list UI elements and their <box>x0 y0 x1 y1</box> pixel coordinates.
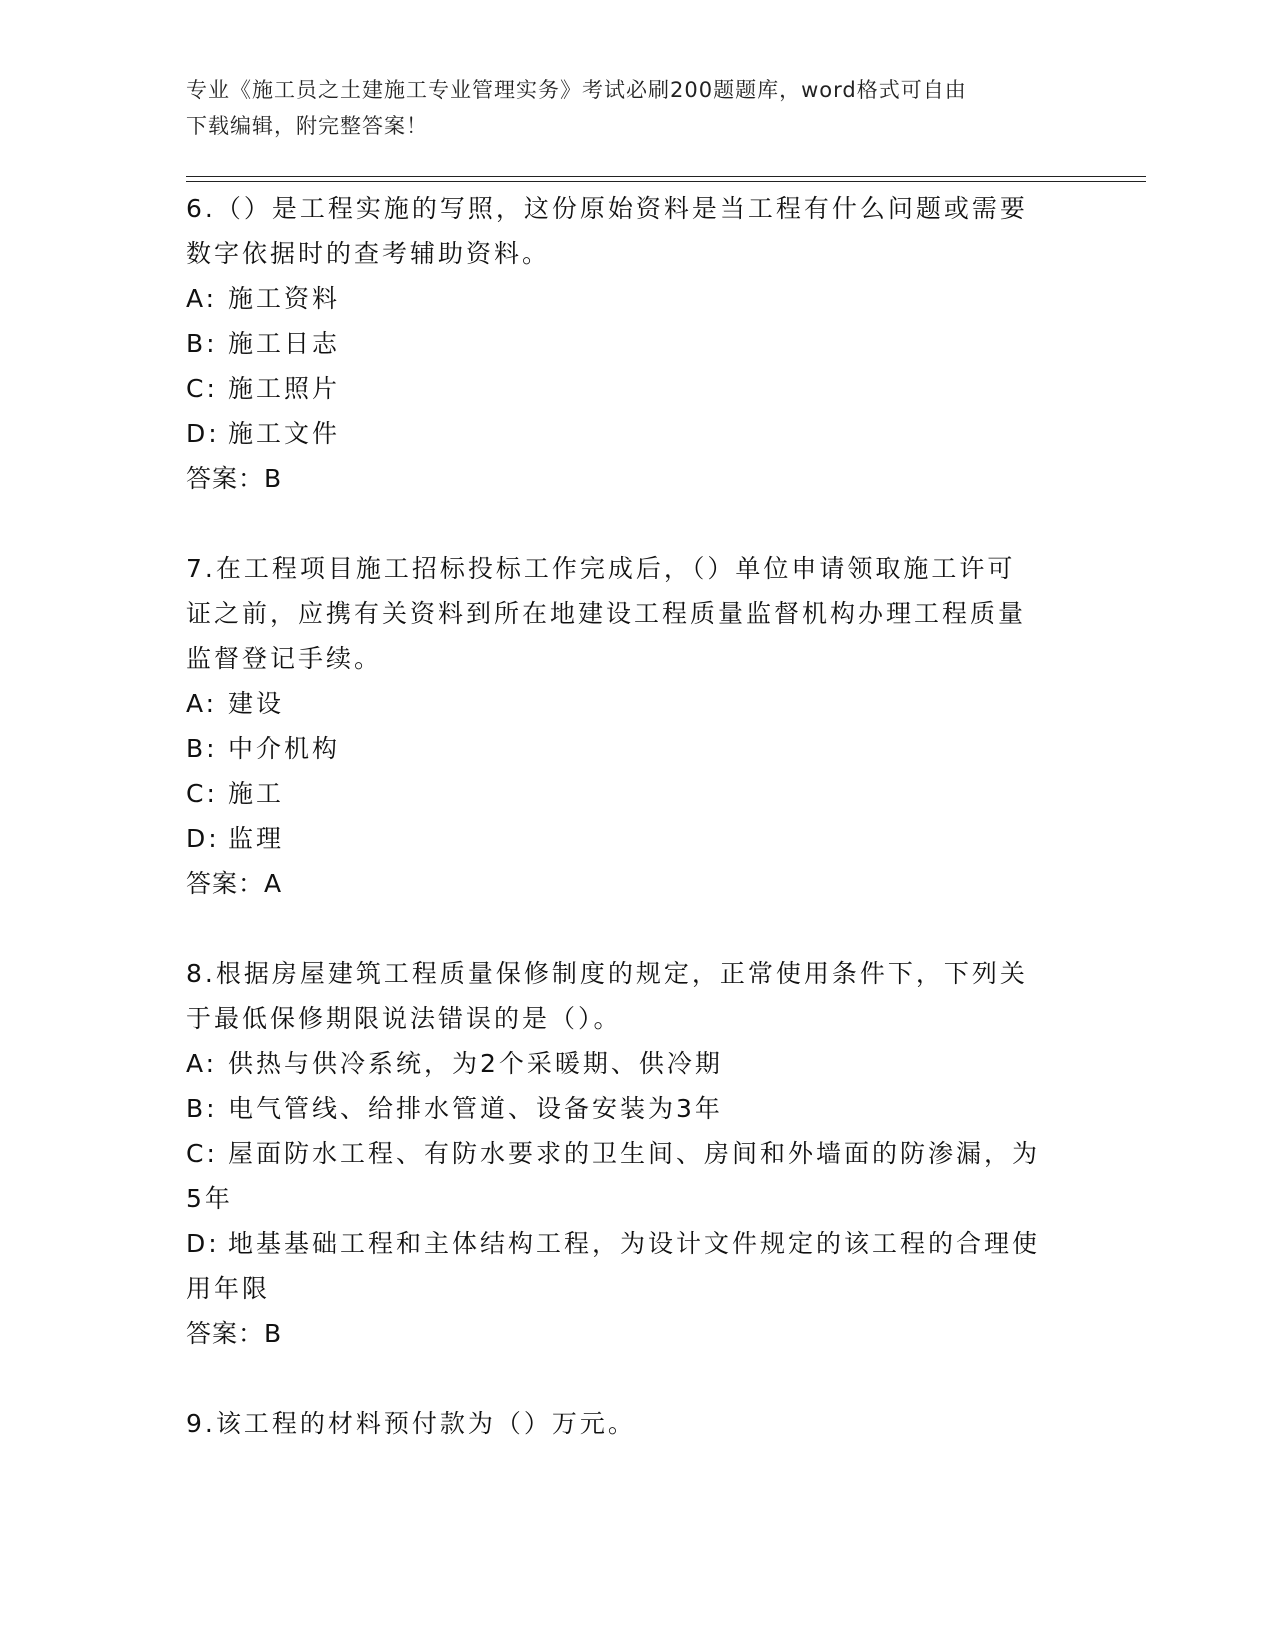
option-b <box>186 321 1066 366</box>
option-c-continuation: 5年 <box>186 1184 233 1213</box>
question-gap <box>186 501 1066 546</box>
option-letter: C: <box>186 1139 218 1168</box>
header-rule-bottom <box>186 181 1146 182</box>
question-text-line: 7.在工程项目施工招标投标工作完成后，（）单位申请领取施工许可 <box>186 554 1016 583</box>
option-d <box>186 816 1066 861</box>
option-text: 电气管线、给排水管道、设备安装为3年 <box>228 1094 723 1123</box>
option-text: 施工文件 <box>228 419 341 448</box>
question-6 <box>186 186 1066 501</box>
answer-line: 答案：A <box>186 869 283 898</box>
option-text: 施工照片 <box>228 374 341 403</box>
header-line-1: 专业《施工员之土建施工专业管理实务》考试必刷200题题库，word格式可自由 <box>186 78 967 102</box>
answer-line: 答案：B <box>186 1319 283 1348</box>
header-line-2: 下载编辑，附完整答案！ <box>186 114 428 138</box>
option-letter: C: <box>186 779 218 808</box>
option-letter: D: <box>186 1229 220 1258</box>
option-letter: A: <box>186 284 218 313</box>
question-text-line: 证之前，应携有关资料到所在地建设工程质量监督机构办理工程质量 <box>186 599 1027 628</box>
option-letter: D: <box>186 419 220 448</box>
option-text: 地基基础工程和主体结构工程，为设计文件规定的该工程的合理使 <box>228 1229 1041 1258</box>
option-a <box>186 681 1066 726</box>
option-a <box>186 276 1066 321</box>
question-text-line: 8.根据房屋建筑工程质量保修制度的规定，正常使用条件下，下列关 <box>186 959 1028 988</box>
question-gap <box>186 1356 1066 1401</box>
option-letter: B: <box>186 1094 218 1123</box>
option-text: 建设 <box>228 689 285 718</box>
question-text-line: 数字依据时的查考辅助资料。 <box>186 239 551 268</box>
option-letter: A: <box>186 1049 218 1078</box>
option-b <box>186 1086 1066 1131</box>
option-b <box>186 726 1066 771</box>
option-letter: B: <box>186 734 218 763</box>
option-d-continuation: 用年限 <box>186 1274 271 1303</box>
option-letter: B: <box>186 329 218 358</box>
header-rule-top <box>186 176 1146 177</box>
option-text: 施工日志 <box>228 329 341 358</box>
question-9 <box>186 1401 1066 1446</box>
option-letter: A: <box>186 689 218 718</box>
question-text-line: 于最低保修期限说法错误的是（）。 <box>186 1004 622 1033</box>
question-text-line: 9.该工程的材料预付款为（）万元。 <box>186 1409 636 1438</box>
option-c <box>186 366 1066 411</box>
option-text: 屋面防水工程、有防水要求的卫生间、房间和外墙面的防渗漏，为 <box>228 1139 1041 1168</box>
option-c <box>186 771 1066 816</box>
question-gap <box>186 906 1066 951</box>
option-text: 供热与供冷系统，为2个采暖期、供冷期 <box>228 1049 723 1078</box>
question-list <box>186 186 1066 1446</box>
question-8 <box>186 951 1066 1356</box>
option-text: 监理 <box>228 824 285 853</box>
question-text-line: 监督登记手续。 <box>186 644 383 673</box>
option-c <box>186 1131 1066 1176</box>
option-text: 施工资料 <box>228 284 341 313</box>
option-text: 中介机构 <box>228 734 341 763</box>
option-d <box>186 411 1066 456</box>
answer-line: 答案：B <box>186 464 283 493</box>
question-7 <box>186 546 1066 906</box>
option-text: 施工 <box>228 779 285 808</box>
question-text-line: 6.（）是工程实施的写照，这份原始资料是当工程有什么问题或需要 <box>186 194 1028 223</box>
option-letter: D: <box>186 824 220 853</box>
document-header <box>186 72 1066 144</box>
option-letter: C: <box>186 374 218 403</box>
option-a <box>186 1041 1066 1086</box>
option-d <box>186 1221 1066 1266</box>
